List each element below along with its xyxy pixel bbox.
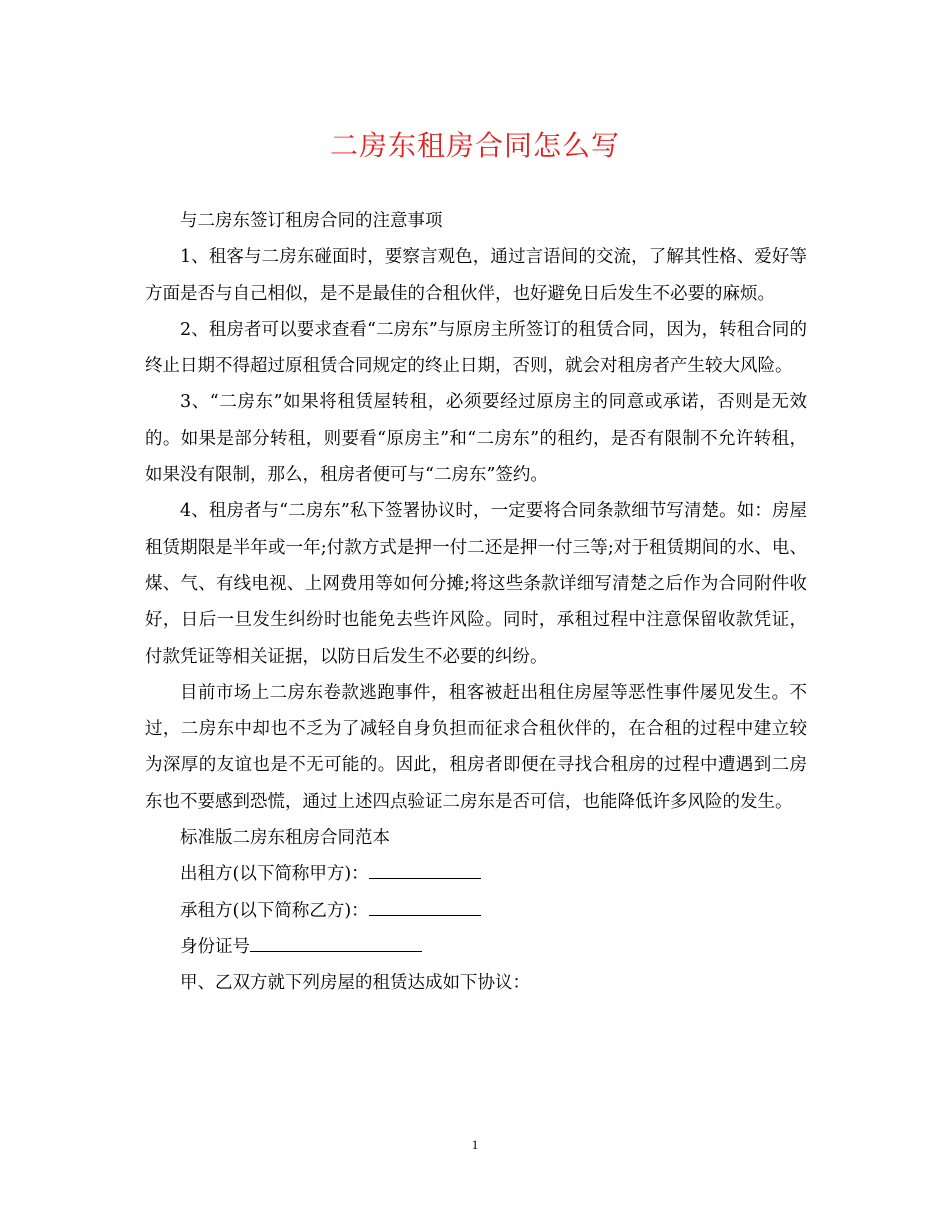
id-blank xyxy=(250,929,422,952)
id-field-line xyxy=(145,929,807,965)
page-number: 1 xyxy=(471,1137,479,1152)
agreement-intro: 甲、乙双方就下列房屋的租赁达成如下协议： xyxy=(180,973,530,994)
lessor-field-line xyxy=(145,856,807,892)
lessee-blank xyxy=(369,893,481,916)
lessor-label: 出租方(以下简称甲方)： xyxy=(180,864,369,885)
paragraph-point-2: 2、租房者可以要求查看“二房东”与原房主所签订的租赁合同，因为，转租合同的终止日期不得超过原租赁合同规定的终止日期，否则，就会对租房者产生较大风险。 xyxy=(145,319,807,377)
paragraph-point-3: 3、“二房东”如果将租赁屋转租，必须要经过原房主的同意或承诺，否则是无效的。如果是部分转租，则要看“原房主”和“二房东”的租约，是否有限制不允许转租，如果没有限制，那么，租房者便可与“二房东”签约。 xyxy=(145,392,807,486)
lessee-label: 承租方(以下简称乙方)： xyxy=(180,900,369,921)
paragraph-point-1: 1、租客与二房东碰面时，要察言观色，通过言语间的交流，了解其性格、爱好等方面是否与自己相似，是不是最佳的合租伙伴，也好避免日后发生不必要的麻烦。 xyxy=(145,247,807,304)
lessee-field-line xyxy=(145,893,807,929)
section-heading-notes: 与二房东签订租房合同的注意事项 xyxy=(180,211,443,231)
id-label: 身份证号 xyxy=(180,936,250,957)
document-body xyxy=(145,203,807,1002)
paragraph-point-4: 4、租房者与“二房东”私下签署协议时，一定要将合同条款细节写清楚。如：房屋租赁期限是半年或一年;付款方式是押一付二还是押一付三等;对于租赁期间的水、电、煤、气、有线电视、上网费用等如何分摊;将这些条款详细写清楚之后作为合同附件收好，日后一旦发生纠纷时也能免去些许风险。同时，承租过程中注意保留收款凭证，付款凭证等相关证据，以防日后发生不必要的纠纷。 xyxy=(145,501,807,667)
section-heading-template: 标准版二房东租房合同范本 xyxy=(180,828,390,849)
paragraph-summary: 目前市场上二房东卷款逃跑事件，租客被赶出租住房屋等恶性事件屡见发生。不过，二房东中却也不乏为了减轻自身负担而征求合租伙伴的，在合租的过程中建立较为深厚的友谊也是不无可能的。因此，租房者即便在寻找合租房的过程中遭遇到二房东也不要感到恐慌，通过上述四点验证二房东是否可信，也能降低许多风险的发生。 xyxy=(145,682,807,812)
lessor-blank xyxy=(369,856,481,879)
document-title: 二房东租房合同怎么写 xyxy=(329,129,620,162)
